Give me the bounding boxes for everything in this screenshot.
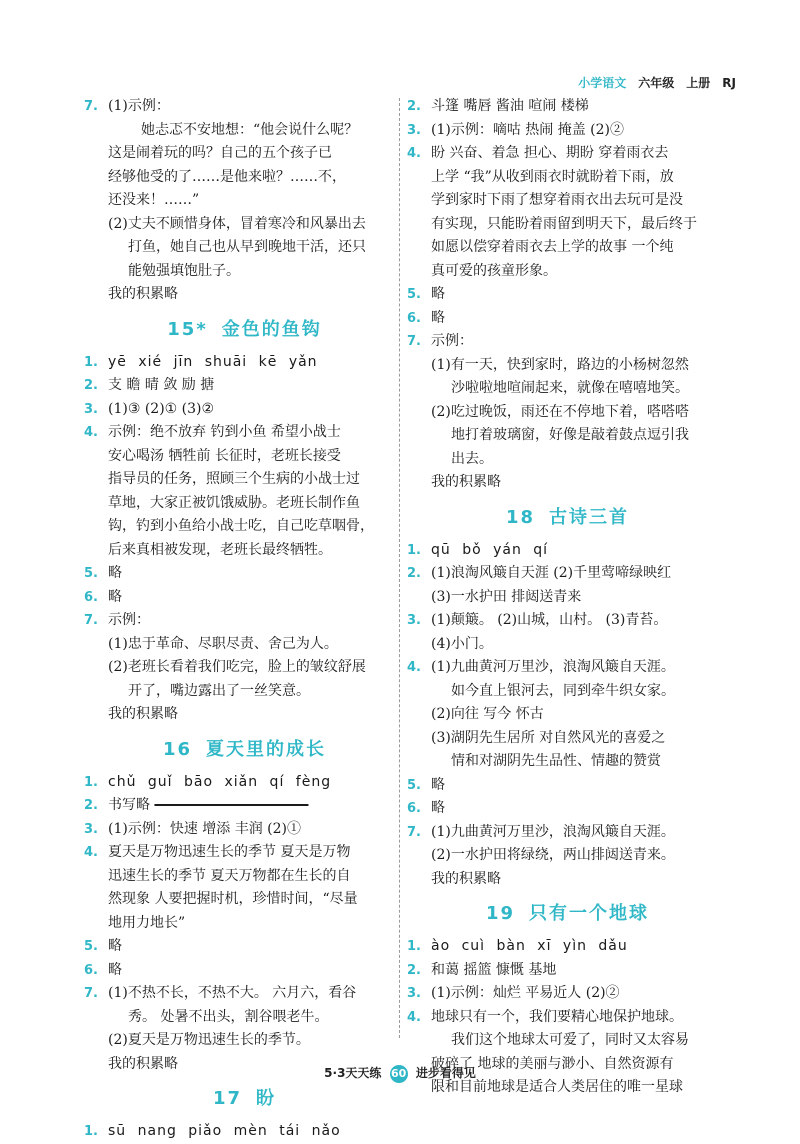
- answer-line: 安心喝汤 牺牲前 长征时，老班长接受: [108, 447, 341, 464]
- answer-line: 和蔼 摇篮 慷慨 基地: [431, 961, 557, 978]
- answer-line: (1)颠簸。 (2)山城，山村。 (3)青苔。: [431, 612, 668, 628]
- answer-line: (1)有一天，快到家时，路边的小杨树忽然: [431, 356, 689, 373]
- answer-line: 后来真相被发现，老班长最终牺牲。: [108, 541, 332, 558]
- answer-line: (1)示例：灿烂 平易近人 (2)②: [431, 985, 620, 1001]
- handwriting-strikethrough: [154, 797, 308, 813]
- pinyin-answer: chǔ guǐ bāo xiǎn qí fèng: [108, 773, 332, 790]
- answer-line: 我的积累略: [108, 706, 178, 722]
- answer-line: 开了，嘴边露出了一丝笑意。: [128, 682, 310, 699]
- brand-label: 5·3天天练: [324, 1066, 382, 1080]
- answer-line: 斗篷 嘴唇 酱油 喧闹 楼梯: [431, 98, 589, 114]
- answer-line: (3)一水护田 排闼送青来: [431, 588, 582, 605]
- answer-line: 地打着玻璃窗，好像是敲着鼓点逗引我: [451, 427, 689, 443]
- answer-line: 钩，钓到小鱼给小战士吃，自己吃草咽骨，: [108, 518, 374, 534]
- answer-line: (2)丈夫不顾惜身体，冒着寒冷和风暴出去: [108, 215, 366, 232]
- answer-line: 示例：: [431, 333, 473, 349]
- answer-line: 盼 兴奋、着急 担心、期盼 穿着雨衣去: [431, 145, 669, 161]
- answer-line: 有实现，只能盼着雨留到明天下，最后终于: [431, 215, 697, 232]
- answer-line: 还没来！……”: [108, 192, 200, 208]
- answer-line: (1)浪淘风簸自天涯 (2)千里莺啼绿映红: [431, 565, 672, 581]
- item-number: 7.: [84, 99, 98, 114]
- answer-line: 略: [431, 286, 445, 302]
- answer-line: 我的积累略: [431, 870, 501, 887]
- answer-line: 然现象 人要把握时机，珍惜时间，“尽量: [108, 891, 358, 907]
- answer-line: 夏天是万物迅速生长的季节 夏天是万物: [108, 844, 351, 860]
- answer-line: 略: [108, 938, 122, 954]
- answer-line: 这是闹着玩的吗？自己的五个孩子已: [108, 145, 332, 161]
- answer-line: (2)向往 写今 怀古: [431, 706, 544, 722]
- answer-line: 示例：: [108, 612, 150, 628]
- answer-line: (1)示例：: [108, 98, 170, 114]
- answer-line: (4)小门。: [431, 635, 493, 652]
- page-number-badge: 60: [390, 1065, 408, 1083]
- answer-line: (1)忠于革命、尽职尽责、舍己为人。: [108, 635, 338, 652]
- answer-line: 略: [431, 800, 445, 816]
- answer-line: 学到家时下雨了想穿着雨衣出去玩可是没: [431, 192, 683, 208]
- edition-label: RJ: [722, 75, 736, 90]
- answer-line: 迅速生长的季节 夏天万物都在生长的自: [108, 867, 351, 884]
- answer-line: (2)夏天是万物迅速生长的季节。: [108, 1032, 310, 1048]
- pinyin-answer: ào cuì bàn xī yìn dǎu: [431, 938, 628, 954]
- answer-line: (1)九曲黄河万里沙，浪淘风簸自天涯。: [431, 823, 675, 840]
- pinyin-answer: qū bǒ yán qí: [431, 541, 549, 558]
- answer-line: 经够他受的了……是他来啦？……不，: [108, 168, 346, 185]
- answer-line: 示例：绝不放弃 钓到小鱼 希望小战士: [108, 424, 341, 440]
- slogan-label: 进步看得见: [415, 1066, 476, 1080]
- answer-line: 我的积累略: [431, 474, 501, 490]
- answer-line: 略: [431, 776, 445, 793]
- answer-line: (2)一水护田将绿绕，两山排闼送青来。: [431, 847, 675, 863]
- answer-line: (1)九曲黄河万里沙，浪淘风簸自天涯。: [431, 659, 675, 675]
- answer-line: 书写略: [108, 794, 407, 818]
- answer-line: 略: [108, 588, 122, 605]
- answer-line: (3)湖阴先生居所 对自然风光的喜爱之: [431, 729, 666, 746]
- page-header: [578, 74, 736, 91]
- answer-line: 地球只有一个，我们要精心地保护地球。: [431, 1008, 683, 1025]
- answer-line: 我的积累略: [108, 1055, 178, 1072]
- subject-label: 小学语文: [578, 76, 627, 90]
- answer-line: 她忐忑不安地想：“他会说什么呢？: [141, 121, 359, 138]
- page-footer: [0, 1064, 800, 1083]
- answer-line: (2)老班长看着我们吃完，脸上的皱纹舒展: [108, 659, 366, 675]
- pinyin-answer: yē xié jīn shuāi kē yǎn: [108, 353, 318, 370]
- answer-line: 如愿以偿穿着雨衣去上学的故事 一个纯: [431, 239, 674, 255]
- answer-line: 略: [108, 565, 122, 581]
- answer-line: (1)不热不长，不热不大。 六月六，看谷: [108, 985, 357, 1001]
- answer-line: 限和目前地球是适合人类居住的唯一星球: [431, 1079, 683, 1095]
- left-column: 7. (1)示例： 她忐忑不安地想：“他会说什么呢？ 这是闹着玩的吗？自己的五个孩子已 经够他受的了……是他来啦？……不， 还没来！……” (2)丈夫不顾惜身体，冒着寒冷和风暴出去 打鱼，她自己也从早到晚地干活，还只 能勉强填饱肚子。 我的积累略 15* 金色的鱼钩 1. yē xié jīn shuāi kē yǎn 2. 支 瞻 晴 敛 励 搪 3. (1)③ (2)① (3)② 4. 示例：绝不放弃 钓到小鱼 希望小战士 安心喝汤 牺牲前 长征时，老班长接受 指导员的任务，照顾三个生病的小战士过 草地，大家正被饥饿威胁。老班长制作鱼 钩，钓到小鱼给小战士吃，自己吃草咽骨， 后来真相被发现，老班长最终牺牲。 5. 略 6. 略 7. 示例： (1)忠于革命、尽职尽责、舍己为人。 (2)老班长看着我们吃完，脸上的皱纹舒展 开了，嘴边露出了一丝笑意。 我的积累略 16 夏天里的成长 1. chǔ guǐ bāo xiǎn qí fèng 2. 书写略 3. (1)示例：快速 增添 丰润 (2)① 4. 夏天是万物迅速生长的季节 夏天是万物 迅速生长的季节 夏天万物都在生长的自 然现象 人要把握时机，珍惜时间，“尽量 地用力地长” 5. 略 6. 略 7. (1)不热不长，不热不大。 六月六，看谷 秀。 处暑不出头，割谷喂老牛。 (2)夏天是万物迅速生长的季节。 我的积累略 17 盼 1. sū nang piǎo mèn tái nǎo: [82, 95, 407, 1144]
- answer-line: 略: [108, 961, 122, 978]
- answer-line: 如今直上银河去，同到牵牛织女家。: [451, 682, 675, 699]
- answer-line: 沙啦啦地喧闹起来，就像在嘻嘻地笑。: [451, 380, 689, 396]
- section-title-17: 17 盼: [212, 1088, 277, 1109]
- grade-label: 六年级: [638, 76, 675, 90]
- section-title-15: 15* 金色的鱼钩: [167, 318, 322, 340]
- answer-line: 略: [431, 309, 445, 326]
- answer-line: (1)③ (2)① (3)②: [108, 400, 215, 417]
- answer-line: 我的积累略: [108, 286, 178, 302]
- answer-line: (1)示例：快速 增添 丰润 (2)①: [108, 820, 302, 837]
- section-title-19: 19 只有一个地球: [485, 903, 650, 924]
- answer-line: 真可爱的孩童形象。: [431, 262, 557, 279]
- answer-line: 指导员的任务，照顾三个生病的小战士过: [108, 471, 360, 487]
- answer-line: 秀。 处暑不出头，割谷喂老牛。: [128, 1008, 329, 1025]
- volume-label: 上册: [686, 76, 711, 90]
- pinyin-answer: sū nang piǎo mèn tái nǎo: [108, 1123, 341, 1139]
- answer-line: 出去。: [451, 450, 493, 467]
- answer-line: 打鱼，她自己也从早到晚地干活，还只: [128, 239, 366, 255]
- answer-line: 情和对湖阴先生品性、情趣的赞赏: [451, 753, 661, 769]
- answer-line: 破碎了 地球的美丽与渺小、自然资源有: [431, 1055, 674, 1072]
- answer-line: 地用力地长”: [108, 914, 186, 931]
- answer-line: 支 瞻 晴 敛 励 搪: [108, 377, 215, 393]
- answer-line: 草地，大家正被饥饿威胁。老班长制作鱼: [108, 494, 360, 511]
- section-title-16: 16 夏天里的成长: [162, 738, 327, 760]
- answer-line: (1)示例：嘀咕 热闹 掩盖 (2)②: [431, 121, 625, 138]
- right-column: 2. 斗篷 嘴唇 酱油 喧闹 楼梯 3. (1)示例：嘀咕 热闹 掩盖 (2)② 4. 盼 兴奋、着急 担心、期盼 穿着雨衣去 上学 “我”从收到雨衣时就盼着下雨，放 学到家时下雨了想穿着雨衣出去玩可是没 有实现，只能盼着雨留到明天下，最后终于 如愿以偿穿着雨衣去上学的故事 一个纯 真可爱的孩童形象。 5. 略 6. 略 7. 示例： (1)有一天，快到家时，路边的小杨树忽然 沙啦啦地喧闹起来，就像在嘻嘻地笑。 (2)吃过晚饭，雨还在不停地下着，嗒嗒嗒 地打着玻璃窗，好像是敲着鼓点逗引我 出去。 我的积累略 18 古诗三首 1. qū bǒ yán qí 2. (1)浪淘风簸自天涯 (2)千里莺啼绿映红 (3)一水护田 排闼送青来 3. (1)颠簸。 (2)山城，山村。 (3)青苔。 (4)小门。 4. (1)九曲黄河万里沙，浪淘风簸自天涯。 如今直上银河去，同到牵牛织女家。 (2)向往 写今 怀古 (3)湖阴先生居所 对自然风光的喜爱之 情和对湖阴先生品性、情趣的赞赏 5. 略 6. 略 7. (1)九曲黄河万里沙，浪淘风簸自天涯。 (2)一水护田将绿绕，两山排闼送青来。 我的积累略 19 只有一个地球 1. ào cuì bàn xī yìn dǎu 2. 和蔼 摇篮 慷慨 基地 3. (1)示例：灿烂 平易近人 (2)② 4. 地球只有一个，我们要精心地保护地球。 我们这个地球太可爱了，同时又太容易 破碎了 地球的美丽与渺小、自然资源有 限和目前地球是适合人类居住的唯一星球: [405, 95, 730, 1100]
- answer-line: 上学 “我”从收到雨衣时就盼着下雨，放: [431, 168, 674, 185]
- answer-line: 能勉强填饱肚子。: [128, 262, 240, 279]
- answer-line: (2)吃过晚饭，雨还在不停地下着，嗒嗒嗒: [431, 403, 689, 420]
- answer-line: 我们这个地球太可爱了，同时又太容易: [451, 1032, 689, 1048]
- section-title-18: 18 古诗三首: [505, 506, 630, 528]
